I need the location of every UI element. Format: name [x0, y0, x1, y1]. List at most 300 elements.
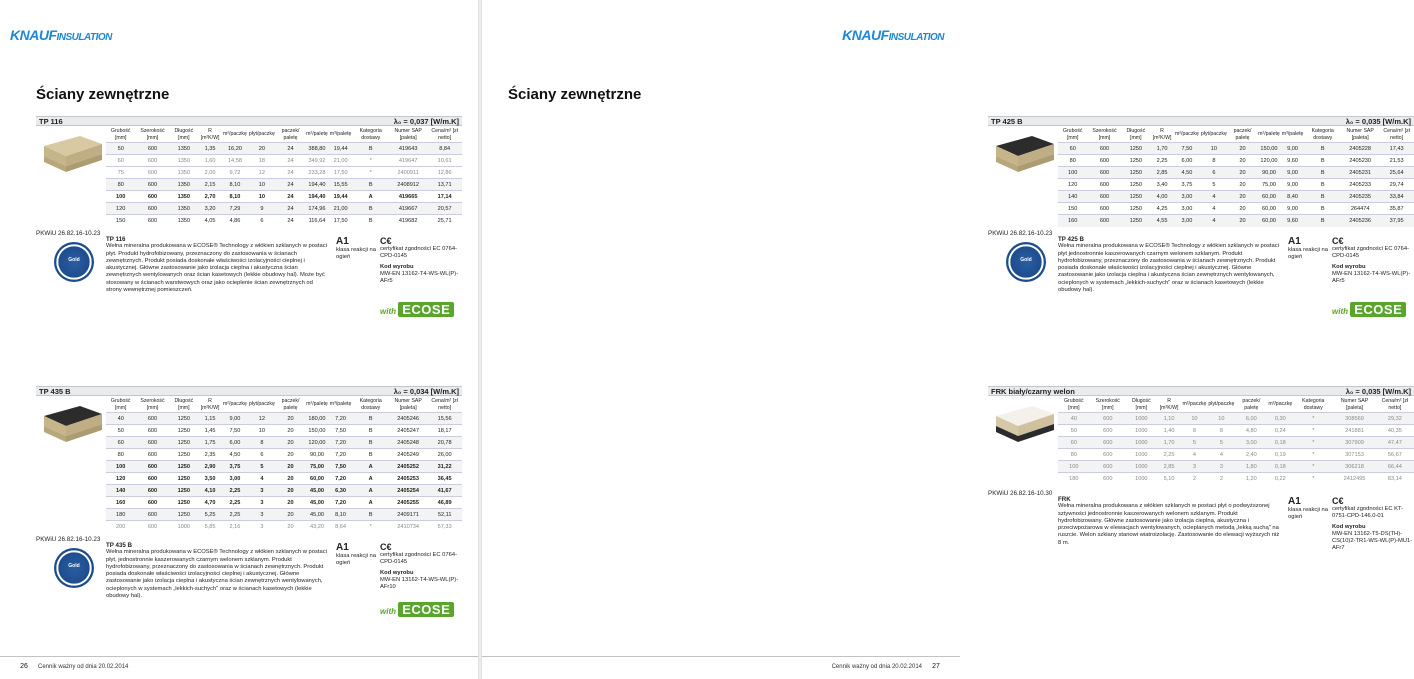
table-cell: 4,00	[1150, 191, 1174, 203]
table-cell: 2	[1181, 473, 1207, 485]
table-cell: 600	[1090, 413, 1126, 425]
table-row	[1058, 143, 1414, 155]
table-row	[106, 521, 462, 533]
column-header: Grubość [mm]	[1064, 398, 1084, 411]
table-row	[106, 167, 462, 179]
column-header: Kategoria dostawy	[359, 398, 382, 411]
product-name: TP 425 B	[991, 117, 1023, 126]
table-cell: 4	[1200, 203, 1228, 215]
table-cell: 60	[106, 437, 135, 449]
product-photo	[40, 400, 104, 444]
table-cell: 600	[135, 485, 169, 497]
table-row	[1058, 215, 1414, 227]
table-cell: 2405249	[389, 449, 427, 461]
fire-class-label: klasa reakcji na ogień	[336, 553, 376, 567]
table-cell: 100	[1058, 461, 1090, 473]
table-cell: 1350	[170, 191, 199, 203]
table-cell: 31,22	[427, 461, 462, 473]
table-cell: 150	[1058, 203, 1087, 215]
table-cell: 6	[248, 215, 276, 227]
table-row	[106, 497, 462, 509]
fire-class-value: A1	[336, 236, 349, 247]
table-cell: 1,15	[198, 413, 222, 425]
table-cell: 16,20	[222, 143, 248, 155]
table-cell: 116,64	[305, 215, 329, 227]
table-cell: 3,00	[1235, 437, 1267, 449]
table-cell: 2410734	[389, 521, 427, 533]
product-name: TP 116	[39, 117, 63, 126]
table-cell: 33,84	[1379, 191, 1414, 203]
lambda-value: λ₀ = 0,034 [W/m.K]	[393, 387, 459, 396]
table-cell: 29,32	[1376, 413, 1414, 425]
table-cell: 20	[1228, 203, 1257, 215]
table-cell: B	[1304, 203, 1341, 215]
table-cell: 0,24	[1267, 425, 1293, 437]
table-cell: 90,00	[1257, 167, 1281, 179]
table-cell: 17,14	[427, 191, 462, 203]
table-cell: 2408912	[389, 179, 427, 191]
table-cell: 1000	[1126, 461, 1157, 473]
table-cell: 100	[1058, 167, 1087, 179]
table-cell: 21,53	[1379, 155, 1414, 167]
table-row	[1058, 449, 1414, 461]
table-cell: 180,00	[305, 413, 329, 425]
table-cell: 1250	[170, 461, 199, 473]
table-cell: 35,87	[1379, 203, 1414, 215]
product-name: FRK biały/czarny welon	[991, 387, 1075, 396]
product-code: MW-EN 13162-T5-DS(TH)-CS(10)2-TR1-WS-WL(P)-MU1-AFr7	[1332, 530, 1413, 552]
description-title: TP 425 B	[1058, 236, 1085, 243]
table-cell: 50	[106, 143, 135, 155]
table-cell: 2	[1207, 473, 1235, 485]
table-cell: 1350	[170, 203, 199, 215]
table-cell: 600	[135, 155, 169, 167]
gold-seal-icon: Gold	[54, 242, 94, 282]
table-cell: 1250	[170, 437, 199, 449]
table-cell: 120	[106, 473, 135, 485]
certificate-text: certyfikat zgodności EC 0764-CPD-0145	[380, 246, 458, 260]
table-cell: 8,10	[222, 191, 248, 203]
table-cell: 2,00	[198, 167, 222, 179]
table-cell: 26,00	[427, 449, 462, 461]
product-section-tp435b	[36, 386, 462, 621]
table-cell: B	[352, 179, 389, 191]
table-cell: 0,18	[1267, 437, 1293, 449]
table-cell: 600	[135, 509, 169, 521]
table-cell: 20	[276, 425, 305, 437]
table-cell: 24	[276, 143, 305, 155]
table-cell: 20	[276, 461, 305, 473]
table-cell: 15,55	[329, 179, 353, 191]
ce-mark-icon: C€	[1332, 236, 1344, 246]
section-header	[36, 386, 462, 396]
table-cell: 2405233	[1341, 179, 1379, 191]
description-title: FRK	[1058, 496, 1071, 503]
table-cell: 6,00	[1235, 413, 1267, 425]
fire-class-label: klasa reakcji na ogień	[336, 247, 376, 261]
table-cell: 12	[248, 413, 276, 425]
table-cell: 90,00	[305, 449, 329, 461]
product-name: TP 435 B	[39, 387, 71, 396]
table-row	[1058, 461, 1414, 473]
table-cell: 2,40	[1235, 449, 1267, 461]
table-cell: 20	[276, 473, 305, 485]
table-cell: 0,18	[1267, 461, 1293, 473]
table-cell: 80	[106, 449, 135, 461]
column-header: paczek/ paletę	[281, 128, 300, 141]
table-row	[1058, 413, 1414, 425]
table-row	[106, 413, 462, 425]
table-cell: 10	[1200, 143, 1228, 155]
table-cell: 7,50	[1174, 143, 1200, 155]
table-cell: 3,00	[222, 473, 248, 485]
product-code-label: Kod wyrobu	[1332, 263, 1366, 270]
certificate-text: certyfikat zgodności EC 0764-CPD-0145	[1332, 246, 1410, 260]
table-cell: 7,20	[329, 437, 353, 449]
table-cell: 13,71	[427, 179, 462, 191]
table-row	[1058, 167, 1414, 179]
table-cell: 80	[1058, 449, 1090, 461]
fire-class-value: A1	[1288, 496, 1301, 507]
certificate-text: certyfikat zgodności EC 0764-CPD-0145	[380, 552, 458, 566]
product-description	[1058, 496, 1280, 547]
table-cell: 4,55	[1150, 215, 1174, 227]
table-cell: 419643	[389, 143, 427, 155]
table-cell: 20	[276, 521, 305, 533]
table-cell: 4,50	[222, 449, 248, 461]
table-cell: 150,00	[305, 425, 329, 437]
table-cell: *	[1293, 437, 1333, 449]
left-page	[0, 0, 480, 679]
table-cell: 20,78	[427, 437, 462, 449]
table-row	[1058, 155, 1414, 167]
table-cell: B	[352, 425, 389, 437]
footer-note: Cennik ważny od dnia 20.02.2014	[831, 664, 922, 670]
table-cell: 20	[1228, 167, 1257, 179]
table-cell: 57,33	[427, 521, 462, 533]
table-cell: 1,70	[1157, 437, 1182, 449]
table-cell: 140	[106, 485, 135, 497]
table-cell: 25,64	[1379, 167, 1414, 179]
footer-note: Cennik ważny od dnia 20.02.2014	[38, 664, 129, 670]
table-cell: 2,85	[1150, 167, 1174, 179]
table-cell: 7,50	[222, 425, 248, 437]
pkwiu-code: PKWiU 26.82.16-10.23	[988, 230, 1053, 237]
column-header: Długość [mm]	[174, 398, 194, 411]
table-cell: 5	[1207, 437, 1235, 449]
page-title: Ściany zewnętrzne	[508, 86, 642, 103]
column-header: Szerokość [mm]	[140, 128, 165, 141]
product-table	[106, 127, 462, 227]
table-cell: 20	[276, 485, 305, 497]
table-cell: A	[352, 461, 389, 473]
pkwiu-code: PKWiU 26.82.16-10.30	[988, 490, 1053, 497]
column-header: płyt/paczkę	[248, 131, 275, 138]
section-header	[988, 386, 1414, 396]
column-header: m²/paletę	[306, 401, 328, 408]
table-cell: 60,00	[1257, 203, 1281, 215]
table-cell: 600	[135, 215, 169, 227]
table-cell: 4,05	[198, 215, 222, 227]
table-cell: *	[352, 521, 389, 533]
table-row	[106, 509, 462, 521]
table-cell: 1250	[170, 413, 199, 425]
table-cell: 1000	[170, 521, 199, 533]
table-cell: 1,10	[1157, 413, 1182, 425]
table-row	[1058, 473, 1414, 485]
table-cell: 8	[248, 437, 276, 449]
table-cell: 7,20	[329, 473, 353, 485]
table-cell: 2405253	[389, 473, 427, 485]
table-cell: 120,00	[1257, 155, 1281, 167]
table-cell: 4,25	[1150, 203, 1174, 215]
table-cell: 6,00	[1174, 155, 1200, 167]
table-cell: A	[352, 497, 389, 509]
table-cell: 50	[106, 425, 135, 437]
table-cell: B	[352, 437, 389, 449]
table-cell: 3,75	[1174, 179, 1200, 191]
knauf-insulation-logo: KNAUFINSULATION	[842, 27, 944, 43]
column-header: paczek/ paletę	[281, 398, 300, 411]
column-header: Szerokość [mm]	[1092, 128, 1117, 141]
table-cell: B	[1304, 179, 1341, 191]
footer	[832, 660, 950, 674]
table-cell: 60	[106, 155, 135, 167]
table-cell: *	[352, 155, 389, 167]
table-cell: 1250	[170, 425, 199, 437]
column-header: Szerokość [mm]	[1095, 398, 1120, 411]
ecose-logo: with ECOSE	[380, 602, 454, 618]
table-cell: 80	[106, 179, 135, 191]
product-description	[106, 542, 328, 600]
product-section-frk	[988, 386, 1414, 621]
table-cell: 2405228	[1341, 143, 1379, 155]
column-header: Numer SAP [paleta]	[1346, 128, 1374, 141]
table-cell: 1250	[1122, 191, 1151, 203]
table-cell: B	[352, 449, 389, 461]
table-cell: B	[1304, 167, 1341, 179]
table-cell: 1000	[1126, 413, 1157, 425]
table-cell: 60,00	[1257, 191, 1281, 203]
table-cell: 1250	[170, 449, 199, 461]
table-cell: *	[1293, 461, 1333, 473]
table-cell: 307909	[1333, 437, 1375, 449]
table-cell: 1350	[170, 167, 199, 179]
column-header: R [m²K/W]	[1152, 128, 1172, 141]
table-cell: 6,30	[329, 485, 353, 497]
table-cell: 600	[135, 437, 169, 449]
table-cell: 18	[248, 155, 276, 167]
table-cell: 6	[248, 449, 276, 461]
table-cell: B	[352, 143, 389, 155]
table-cell: 45,00	[305, 497, 329, 509]
table-cell: A	[352, 485, 389, 497]
table-row	[106, 485, 462, 497]
table-cell: 24	[276, 191, 305, 203]
table-cell: 600	[135, 497, 169, 509]
table-cell: 24	[276, 167, 305, 179]
table-cell: 307153	[1333, 449, 1375, 461]
table-cell: 100	[106, 191, 135, 203]
table-cell: B	[352, 203, 389, 215]
ecose-logo: with ECOSE	[1332, 302, 1406, 318]
table-cell: 66,44	[1376, 461, 1414, 473]
table-cell: 3,20	[198, 203, 222, 215]
table-cell: 140	[1058, 191, 1087, 203]
lambda-value: λ₀ = 0,037 [W/m.K]	[393, 117, 459, 126]
table-row	[1058, 191, 1414, 203]
column-header: Długość [mm]	[1131, 398, 1151, 411]
column-header: m²/paczkę	[1174, 131, 1199, 138]
fire-class-value: A1	[336, 542, 349, 553]
pkwiu-code: PKWiU 26.82.16-10.23	[36, 230, 101, 237]
table-cell: 2400911	[389, 167, 427, 179]
table-cell: 25,71	[427, 215, 462, 227]
table-cell: 600	[1087, 155, 1121, 167]
table-cell: 46,89	[427, 497, 462, 509]
table-cell: B	[1304, 191, 1341, 203]
table-row	[106, 203, 462, 215]
table-cell: 40,35	[1376, 425, 1414, 437]
table-cell: 1250	[170, 509, 199, 521]
column-header: Grubość [mm]	[1062, 128, 1083, 141]
table-cell: 4,70	[198, 497, 222, 509]
table-cell: 12,86	[427, 167, 462, 179]
table-cell: 0,19	[1267, 449, 1293, 461]
table-cell: 600	[135, 425, 169, 437]
table-cell: 2405246	[389, 413, 427, 425]
table-cell: 3	[248, 497, 276, 509]
table-cell: 2,85	[1157, 461, 1182, 473]
table-cell: 29,74	[1379, 179, 1414, 191]
fire-class-label: klasa reakcji na ogień	[1288, 507, 1328, 521]
table-cell: 419665	[389, 191, 427, 203]
description-title: TP 435 B	[106, 542, 133, 549]
table-cell: *	[1293, 449, 1333, 461]
table-cell: 3	[1181, 461, 1207, 473]
table-cell: 19,44	[329, 191, 353, 203]
table-cell: 600	[135, 473, 169, 485]
certificate-block	[1332, 496, 1414, 553]
description-text: Wełna mineralna produkowana w ECOSE® Technology z włókien szklanych w postaci płyt jednostronnie kaszerowanych czarnym welonem szklanym. Produkt hydrofobizowany, przeznaczony do zastosowania w ścianach zewnętrznych. Produkt posiada doskonałe właściwości izolacyjności cieplnej i akustycznej. Główne zastosowanie jako izolacja cieplna i akustyczna ścian zewnętrznych wentylowanych, ocieplonych w systemach „lekkich-suchych" oraz w ścianach kasetowych (lekkie obudowy hal).	[1058, 243, 1279, 294]
table-cell: 43,20	[305, 521, 329, 533]
product-photo	[992, 400, 1056, 444]
table-row	[1058, 425, 1414, 437]
column-header: Numer SAP [paleta]	[394, 398, 422, 411]
column-header: płyt/paczkę	[1200, 131, 1227, 138]
table-cell: 600	[135, 521, 169, 533]
table-cell: 120	[106, 203, 135, 215]
table-cell: 7,50	[329, 461, 353, 473]
table-cell: 9,00	[1281, 203, 1305, 215]
table-cell: 60	[1058, 143, 1087, 155]
product-section-tp425b	[988, 116, 1414, 336]
table-cell: 0,30	[1267, 413, 1293, 425]
table-cell: 1,40	[1157, 425, 1182, 437]
table-cell: 5	[1181, 437, 1207, 449]
table-cell: 20	[276, 449, 305, 461]
product-table	[1058, 127, 1414, 227]
table-cell: 5,85	[198, 521, 222, 533]
table-cell: 264474	[1341, 203, 1379, 215]
table-cell: B	[352, 413, 389, 425]
table-cell: 120,00	[305, 437, 329, 449]
product-table	[1058, 397, 1414, 485]
product-code: MW-EN 13162-T4-WS-WL(P)-AFr5	[380, 270, 459, 285]
table-cell: 2,16	[222, 521, 248, 533]
table-cell: 37,95	[1379, 215, 1414, 227]
table-cell: 20	[1228, 155, 1257, 167]
table-cell: 0,22	[1267, 473, 1293, 485]
table-cell: 20,57	[427, 203, 462, 215]
ce-mark-icon: C€	[1332, 496, 1344, 506]
table-cell: 60	[1058, 437, 1090, 449]
table-cell: 174,96	[305, 203, 329, 215]
description-text: Wełna mineralna produkowana w ECOSE® Technology z włókien szklanych w postaci płyt, jednostronnie kaszerowanych czarnym welonem szklanym. Produkt hydrofobizowany, przeznaczony do zastosowania w ścianach zewnętrznych. Produkt posiada doskonałe właściwości izolacyjności cieplnej i akustycznej. Główne zastosowanie jako izolacja cieplna i akustyczna ścian zewnętrznych wentylowanych, ocieplonych w systemach „lekkich-suchych" oraz w ścianach kasetowych (lekkie obudowy hal).	[106, 549, 327, 600]
table-cell: 100	[106, 461, 135, 473]
table-cell: 1,75	[198, 437, 222, 449]
certificate-block	[380, 236, 462, 285]
table-cell: 2,90	[198, 461, 222, 473]
table-cell: 3	[248, 485, 276, 497]
table-cell: 60,00	[1257, 215, 1281, 227]
table-cell: 2,35	[198, 449, 222, 461]
table-cell: 17,50	[329, 215, 353, 227]
table-cell: 233,28	[305, 167, 329, 179]
column-header: m²/paczkę	[1182, 401, 1207, 408]
table-cell: 600	[135, 167, 169, 179]
table-row	[1058, 203, 1414, 215]
table-cell: 20	[276, 413, 305, 425]
table-cell: 1,80	[1235, 461, 1267, 473]
table-cell: A	[352, 191, 389, 203]
table-cell: 21,00	[329, 203, 353, 215]
table-cell: 5,25	[198, 509, 222, 521]
table-cell: 40	[1058, 413, 1090, 425]
column-header: Cena/m² [zł netto]	[1383, 128, 1410, 141]
table-cell: 1,35	[198, 143, 222, 155]
table-cell: 2,25	[1150, 155, 1174, 167]
description-text: Wełna mineralna produkowana w ECOSE® Technology z włókien szklanych w postaci płyt. Produkt hydrofobizowany, przeznaczony do zastosowania w ścianach zewnętrznych. Produkt posiada doskonałe właściwości izolacyjności cieplnej i akustycznej. Główne zastosowanie jako izolacja cieplna i akustyczna ścian zewnętrznych wentylowanych oraz ścian kasetowych (lekkie obudowy hal). Może być stosowany w ścianach warstwowych oraz jako ocieplenie ścian zewnętrznych od strony wewnętrznej pomieszczeń.	[106, 243, 327, 294]
table-cell: 21,00	[329, 155, 353, 167]
page-number: 27	[932, 663, 940, 670]
table-cell: 10	[248, 191, 276, 203]
table-cell: 9,00	[1281, 179, 1305, 191]
column-header: Kategoria dostawy	[1311, 128, 1334, 141]
table-cell: 2405254	[389, 485, 427, 497]
table-cell: 41,67	[427, 485, 462, 497]
table-row	[106, 461, 462, 473]
table-cell: 5	[248, 461, 276, 473]
table-cell: 1250	[170, 485, 199, 497]
table-cell: 160	[106, 497, 135, 509]
table-cell: 10	[248, 425, 276, 437]
table-cell: B	[1304, 215, 1341, 227]
column-header: paczek/ paletę	[1242, 398, 1261, 411]
table-cell: 150	[106, 215, 135, 227]
table-cell: 1250	[1122, 203, 1151, 215]
product-table	[106, 397, 462, 533]
page-title: Ściany zewnętrzne	[36, 86, 170, 103]
table-cell: 8,10	[329, 509, 353, 521]
certificate-block	[1332, 236, 1414, 285]
table-cell: 3	[248, 509, 276, 521]
table-cell: 17,43	[1379, 143, 1414, 155]
table-cell: 160	[1058, 215, 1087, 227]
table-cell: 9,72	[222, 167, 248, 179]
table-cell: 600	[1087, 179, 1121, 191]
table-cell: 10	[1181, 413, 1207, 425]
